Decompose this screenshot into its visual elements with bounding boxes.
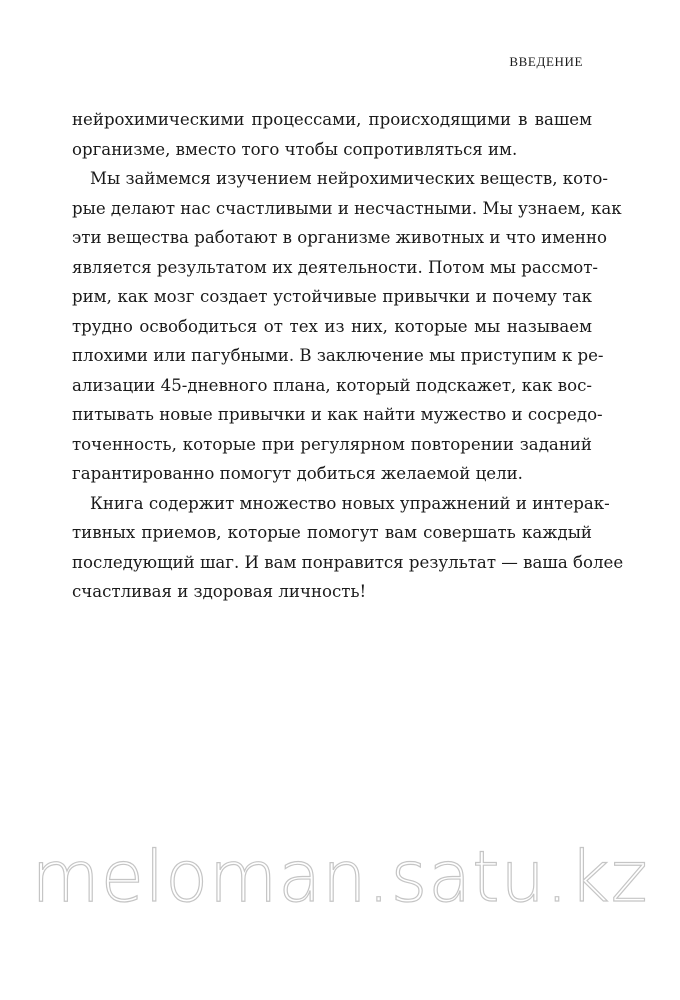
- text-line: гарантированно помогут добиться желаемой цели.: [72, 464, 523, 483]
- paragraph: [72, 489, 624, 607]
- running-header: ВВЕДЕНИЕ: [509, 54, 583, 69]
- paragraph: [72, 105, 592, 164]
- text-line: плохими или пагубными. В заключение мы приступим к ре-: [72, 346, 604, 365]
- text-line: последующий шаг. И вам понравится результат — ваша более: [72, 552, 624, 572]
- text-line: ализации 45-дневного плана, который подскажет, как вос-: [72, 375, 592, 395]
- text-line: нейрохимическими процессами, происходящими в вашем: [72, 110, 592, 129]
- body-text: [72, 105, 624, 607]
- text-line: тивных приемов, которые помогут вам совершать каждый: [72, 523, 592, 542]
- text-line: питывать новые привычки и как найти мужество и сосредо-: [72, 405, 603, 424]
- paragraph: [72, 164, 622, 489]
- text-line: рые делают нас счастливыми и несчастными. Мы узнаем, как: [72, 198, 622, 218]
- text-line: организме, вместо того чтобы сопротивляться им.: [72, 139, 518, 159]
- watermark: meloman.satu.kz: [31, 836, 649, 918]
- text-line: трудно освободиться от тех из них, которые мы называем: [72, 316, 592, 336]
- text-line: эти вещества работают в организме животных и что именно: [72, 228, 608, 247]
- text-line: Книга содержит множество новых упражнений и интерак-: [90, 493, 610, 513]
- text-line: рим, как мозг создает устойчивые привычки и почему так: [72, 287, 592, 306]
- text-line: точенность, которые при регулярном повторении заданий: [72, 434, 592, 454]
- text-line: является результатом их деятельности. Потом мы рассмот-: [72, 257, 599, 277]
- text-line: Мы займемся изучением нейрохимических веществ, кото-: [90, 169, 608, 188]
- text-line: счастливая и здоровая личность!: [72, 582, 367, 601]
